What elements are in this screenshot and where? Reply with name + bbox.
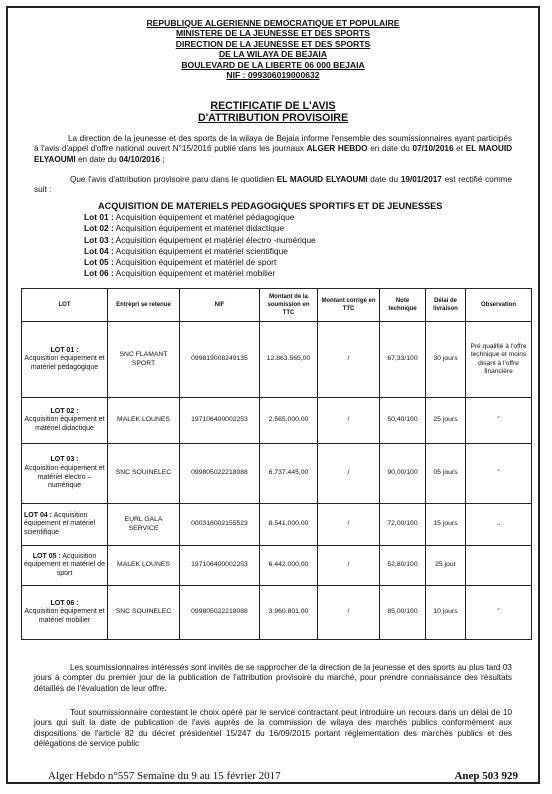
observation-cell: ": [466, 444, 532, 504]
column-header-amount: Montant de la soumission en TTC: [260, 289, 318, 322]
lot-code: Lot 01 :: [84, 212, 114, 222]
amount-cell: 2.565.000,00: [260, 398, 318, 444]
intro-text: La direction de la jeunesse et des sports de la wilaya de Bejaia informe l'ensemble des soumissionnaires ayant participés à l'avis d'appel d'offre national ouvert N°15/2016 publié dans les journaux: [34, 134, 512, 154]
title-line-2: D'ATTRIBUTION PROVISOIRE: [197, 112, 349, 125]
amount-cell: 3.960.801,00: [260, 586, 318, 640]
lots-list: [84, 212, 316, 280]
lot-text: Acquisition équipement et matériel didactique: [115, 223, 285, 234]
intro-text: en date du: [367, 144, 413, 154]
lot-cell: [22, 504, 108, 546]
note-cell: 72,00/100: [380, 504, 426, 546]
delay-cell: 30 jours: [426, 322, 466, 398]
corrected-cell: /: [318, 322, 380, 398]
observation-cell: ": [466, 586, 532, 640]
lot-item: [84, 235, 316, 246]
letterhead: [8, 18, 538, 80]
lot-text: Acquisition équipement et matériel pédagogique: [115, 212, 295, 222]
nif-cell: 099805022218088: [180, 586, 260, 640]
lot-code: LOT 06 :: [50, 599, 79, 607]
lot-description: Acquisition équipement et matériel mobilier: [24, 608, 105, 624]
lot-code: Lot 05 :: [84, 257, 114, 268]
lot-code: LOT 03 :: [50, 456, 79, 464]
nif-cell: 099819008249135: [180, 322, 260, 398]
header-line: DIRECTION DE LA JEUNESSE ET DES SPORTS: [175, 38, 371, 49]
lot-text: Acquisition équipement et matériel de sport: [115, 257, 277, 268]
intro-paragraph-2: [34, 175, 512, 196]
lot-item: [84, 257, 316, 268]
lot-code: LOT 04 :: [24, 511, 53, 519]
closing-paragraph-2: Tout soumissionnaire contestant le choix opéré par le service contractant peut introduire un recours dans un délai de 10 jours qui suit la date de publication de l'avis auprès de la commission de wilaya des marchés publics conformément aux dispositions de l'article 82 du décret présidentiel 15/247 du 16/09/2015 portant réglementation des marchés publics et des délégations de service public: [34, 708, 512, 749]
lot-code: LOT 05 :: [32, 552, 61, 560]
note-cell: 52,80/100: [380, 546, 426, 586]
publication-footer: [18, 770, 530, 786]
note-cell: 50,40/100: [380, 398, 426, 444]
table-row: [22, 398, 532, 444]
lot-cell: [22, 586, 108, 640]
table-header-row: [22, 289, 532, 322]
table-row: [22, 586, 532, 640]
anep-reference: Anep 503 929: [454, 770, 518, 782]
table-row: [22, 444, 532, 504]
intro-text: date du: [367, 175, 401, 184]
corrected-cell: /: [318, 586, 380, 640]
lot-text: Acquisition équipement et matériel électro -numérique: [115, 234, 316, 245]
lot-item: [84, 268, 316, 279]
newspaper-name: EL MAOUID ELYAOUMI: [34, 144, 513, 164]
observation-cell: Pré qualifié à l'offre technique et moins disant à l'offre financière: [466, 322, 532, 398]
lot-description: Acquisition équipement et matériel scientifique: [24, 511, 96, 536]
lot-code: Lot 02 :: [84, 223, 114, 234]
lot-description: Acquisition équipement et matériel électro – numérique: [24, 464, 105, 490]
closing-paragraph-1: Les soumissionnaires intéressés sont invités de se rapprocher de la direction de la jeunesse et des sports au plus tard 03 jours à compter du premier jour de la publication de l'attribution provisoire du marché, pour prendre connaissance des résultats détaillés de l'évaluation de leur offre.: [34, 663, 512, 693]
table-row: [22, 546, 532, 586]
lot-code: Lot 03 :: [84, 234, 114, 245]
lot-code: Lot 04 :: [84, 245, 114, 256]
lot-code: LOT 01 :: [50, 346, 79, 354]
lot-cell: [22, 444, 108, 504]
header-line: REPUBLIQUE ALGERIENNE DEMOCRATIQUE ET POPULAIRE: [146, 18, 400, 28]
lot-cell: [22, 322, 108, 398]
column-header-lot: LOT: [22, 289, 108, 322]
lot-description: Acquisition équipement et matériel didactique: [24, 416, 105, 432]
nif-cell: 197106400002253: [180, 398, 260, 444]
title-line-1: RECTIFICATIF DE L'AVIS: [210, 100, 336, 112]
column-header-nif: NIF: [180, 289, 260, 322]
lot-code: Lot 06 :: [84, 268, 114, 279]
publication-date: 19/01/2017: [400, 175, 442, 184]
corrected-cell: /: [318, 444, 380, 504]
delay-cell: 25 jour: [426, 546, 466, 586]
column-header-delay: Délai de livraison: [426, 289, 466, 322]
column-header-corrected: Montant corrigé en TTC: [318, 289, 380, 322]
header-line: BOULEVARD DE LA LIBERTE 06 000 BEJAIA: [181, 59, 365, 70]
nif-cell: 000316002155523: [180, 504, 260, 546]
publication-date: 07/10/2016: [412, 144, 454, 154]
amount-cell: 8.541.000,00: [260, 504, 318, 546]
amount-cell: 6.737.445,00: [260, 444, 318, 504]
company-cell: EURL GALA SERVICE: [108, 504, 180, 546]
column-header-company: Entrepri se retenue: [108, 289, 180, 322]
company-cell: SNC SOUINELEC: [108, 586, 180, 640]
note-cell: 90,00/100: [380, 444, 426, 504]
note-cell: 67,33/100: [380, 322, 426, 398]
delay-cell: 25 jours: [426, 398, 466, 444]
corrected-cell: /: [318, 398, 380, 444]
lot-item: [84, 212, 316, 223]
intro-text: et: [453, 144, 466, 154]
newspaper-name: EL MAOUID ELYAOUMI: [276, 175, 368, 184]
corrected-cell: /: [318, 546, 380, 586]
amount-cell: 6.442.000,00: [260, 546, 318, 586]
intro-text: Que l'avis d'attribution provisoire paru dans le quotidien: [70, 175, 277, 184]
lot-item: [84, 246, 316, 257]
lot-item: [84, 223, 316, 234]
intro-text: est rectifié comme suit :: [34, 175, 513, 195]
observation-cell: [466, 546, 532, 586]
intro-text: ;: [159, 154, 165, 164]
lot-description: Acquisition équipement et matériel pédagogique: [24, 355, 105, 371]
table-row: [22, 504, 532, 546]
nif-cell: 099805022218088: [180, 444, 260, 504]
column-header-note: Note technique: [380, 289, 426, 322]
company-cell: SNC FLAMANT SPORT: [108, 322, 180, 398]
column-header-observation: Observation: [466, 289, 532, 322]
nif-cell: 197106400002253: [180, 546, 260, 586]
lot-code: LOT 02 :: [50, 407, 79, 415]
lot-description: Acquisition équipement et matériel de sport: [24, 552, 105, 577]
note-cell: 85,00/100: [380, 586, 426, 640]
attribution-table: [21, 288, 532, 640]
lot-cell: [22, 398, 108, 444]
subject-heading: ACQUISITION DE MATERIELS PEDAGOGIQUES SPORTIFS ET DE JEUNESSES: [98, 201, 443, 211]
observation-cell: ..: [466, 504, 532, 546]
intro-paragraph-1: [34, 134, 512, 165]
amount-cell: 12.863.565,00: [260, 322, 318, 398]
delay-cell: 10 jours: [426, 586, 466, 640]
table-row: [22, 322, 532, 398]
header-line: MINISTERE DE LA JEUNESSE ET DES SPORTS: [175, 28, 371, 39]
notice-title: [8, 100, 538, 125]
company-cell: SNC SOUINELEC: [108, 444, 180, 504]
intro-text: en date du: [75, 154, 119, 164]
notice-page: [6, 6, 540, 784]
publication-date: 04/10/2016: [118, 154, 160, 164]
header-line: DE LA WILAYA DE BEJAIA: [218, 49, 328, 60]
corrected-cell: /: [318, 504, 380, 546]
lot-text: Acquisition équipement et matériel mobilier: [115, 268, 276, 279]
publication-info: Alger Hebdo n°557 Semaine du 9 au 15 février 2017: [48, 770, 281, 782]
observation-cell: ": [466, 398, 532, 444]
delay-cell: 05 jours: [426, 444, 466, 504]
lot-text: Acquisition équipement et matériel scientifique: [115, 245, 288, 256]
company-cell: MALEK LOUNES: [108, 546, 180, 586]
lot-cell: [22, 546, 108, 586]
company-cell: MALEK LOUNES: [108, 398, 180, 444]
header-line: NIF : 099306019000632: [226, 70, 320, 81]
newspaper-name: ALGER HEBDO: [306, 144, 368, 154]
delay-cell: 15 jours: [426, 504, 466, 546]
